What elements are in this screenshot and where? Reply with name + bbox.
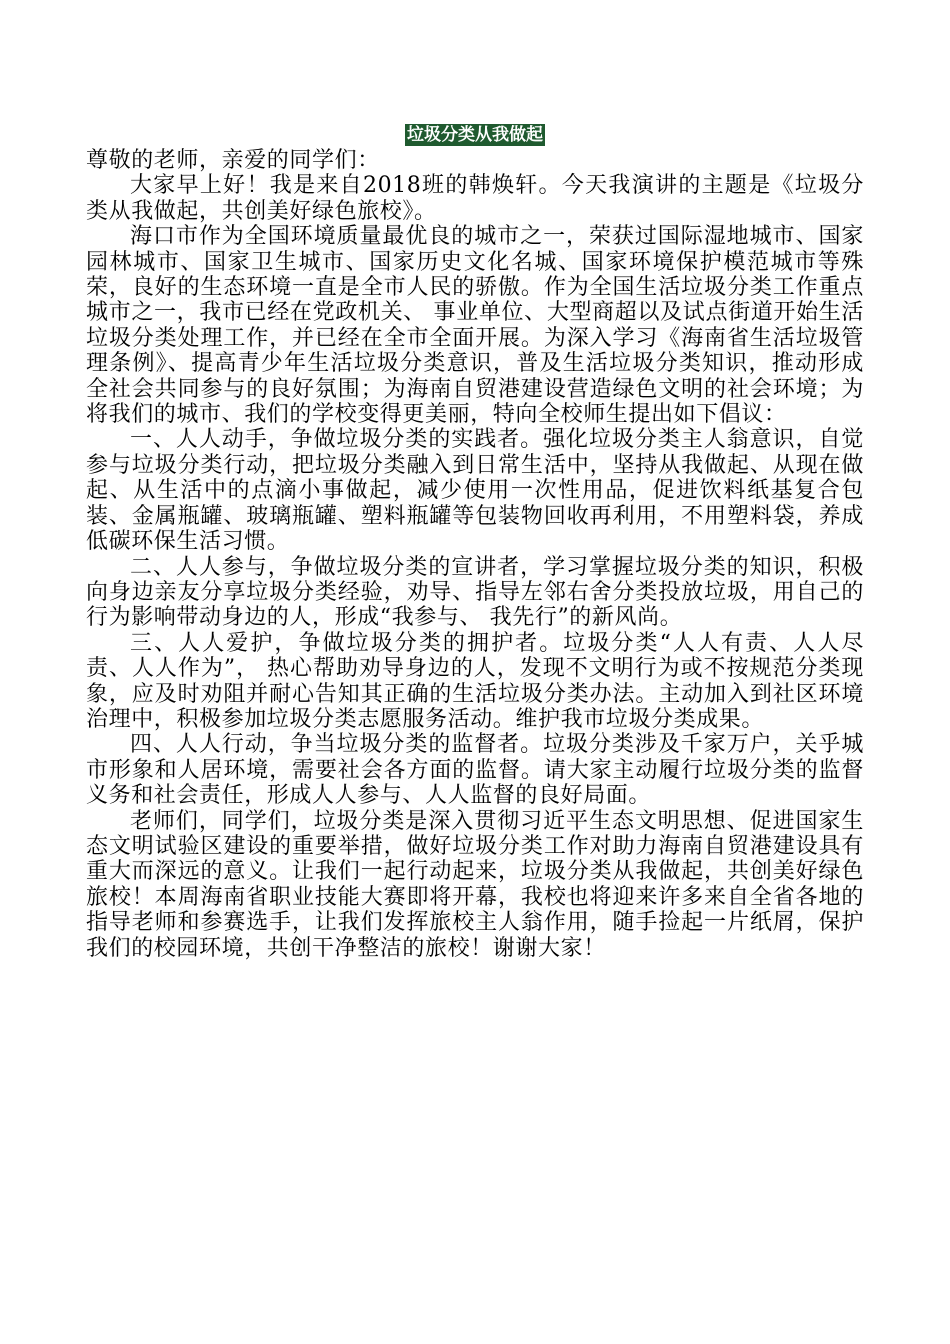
paragraph-background: 海口市作为全国环境质量最优良的城市之一，荣获过国际湿地城市、国家园林城市、国家卫生城市、国家历史文化名城、国家环境保护模范城市等殊荣，良好的生态环境一直是全市人民的骄傲。作为全国生活垃圾分类工作重点城市之一，我市已经在党政机关、 事业单位、大型商超以及试点街道开始生活垃圾分类处理工作，并已经在全市全面开展。为深入学习《海南省生活垃圾管理条例》、提高青少年生活垃圾分类意识，普及生活垃圾分类知识，推动形成全社会共同参与的良好氛围；为海南自贸港建设营造绿色文明的社会环境；为将我们的城市、我们的学校变得更美丽，特向全校师生提出如下倡议： — [86, 224, 864, 428]
paragraph-proposal-1: 一、人人动手，争做垃圾分类的实践者。强化垃圾分类主人翁意识，自觉参与垃圾分类行动，把垃圾分类融入到日常生活中，坚持从我做起、从现在做起、从生活中的点滴小事做起，减少使用一次性用品，促进饮料纸基复合包装、金属瓶罐、玻璃瓶罐、塑料瓶罐等包装物回收再利用，不用塑料袋，养成低碳环保生活习惯。 — [86, 427, 864, 555]
paragraph-intro: 大家早上好！我是来自2018班的韩焕轩。今天我演讲的主题是《垃圾分类从我做起，共创美好绿色旅校》。 — [86, 173, 864, 224]
paragraph-proposal-4: 四、人人行动，争当垃圾分类的监督者。垃圾分类涉及千家万户，关乎城市形象和人居环境，需要社会各方面的监督。请大家主动履行垃圾分类的监督义务和社会责任，形成人人参与、人人监督的良好局面。 — [86, 732, 864, 809]
document-title: 垃圾分类从我做起 — [407, 125, 543, 145]
document-body — [86, 148, 864, 961]
paragraph-proposal-2: 二、人人参与，争做垃圾分类的宣讲者，学习掌握垃圾分类的知识，积极向身边亲友分享垃圾分类经验，劝导、指导左邻右舍分类投放垃圾，用自己的行为影响带动身边的人，形成“我参与、 我先行”的新风尚。 — [86, 554, 864, 631]
paragraph-closing: 老师们，同学们，垃圾分类是深入贯彻习近平生态文明思想、促进国家生态文明试验区建设的重要举措，做好垃圾分类工作对助力海南自贸港建设具有重大而深远的意义。让我们一起行动起来，垃圾分类从我做起，共创美好绿色旅校！本周海南省职业技能大赛即将开幕，我校也将迎来许多来自全省各地的指导老师和参赛选手，让我们发挥旅校主人翁作用，随手捡起一片纸屑，保护我们的校园环境，共创干净整洁的旅校！谢谢大家！ — [86, 808, 864, 961]
paragraph-proposal-3: 三、人人爱护，争做垃圾分类的拥护者。垃圾分类“人人有责、人人尽责、人人作为”， 热心帮助劝导身边的人，发现不文明行为或不按规范分类现象，应及时劝阻并耐心告知其正确的生活垃圾分类办法。主动加入到社区环境治理中，积极参加垃圾分类志愿服务活动。维护我市垃圾分类成果。 — [86, 630, 864, 732]
title-container — [0, 124, 950, 146]
greeting-line: 尊敬的老师，亲爱的同学们： — [86, 148, 380, 173]
